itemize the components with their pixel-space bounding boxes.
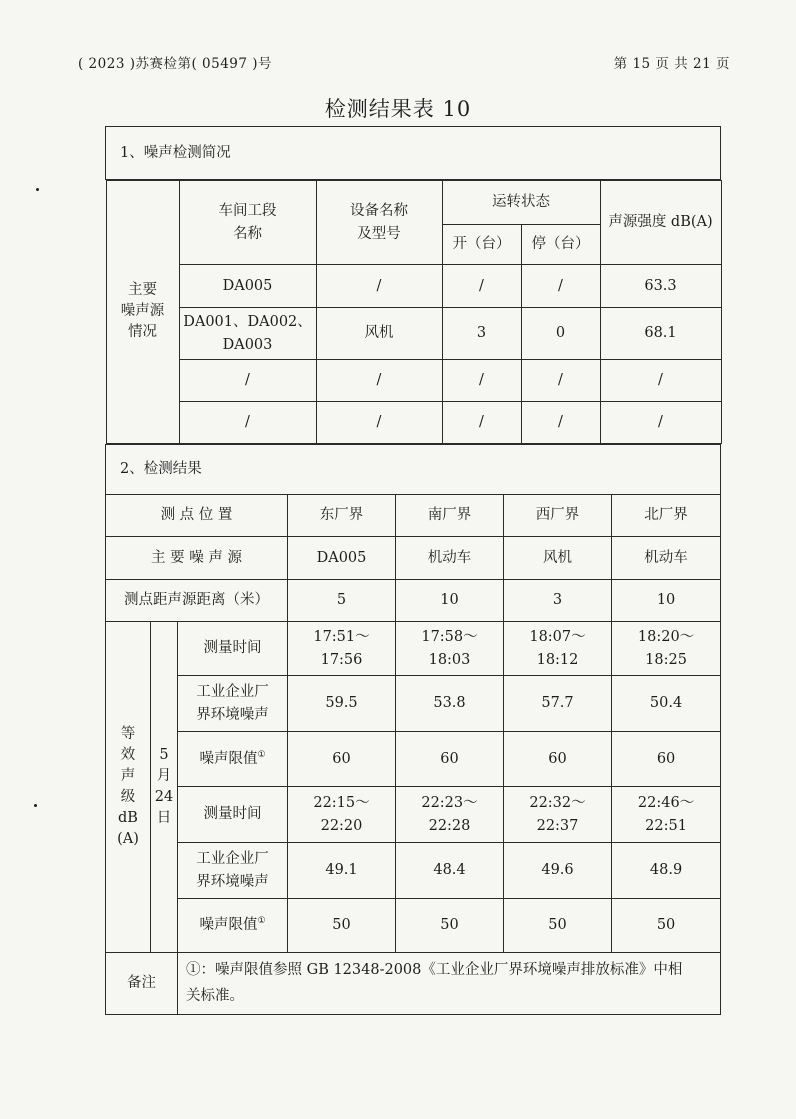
workshop-cell: /: [179, 402, 316, 444]
footnote-mark: ①: [257, 749, 266, 760]
source-cell: 机动车: [612, 537, 721, 580]
off-cell: /: [521, 265, 600, 308]
footnote-mark: ①: [257, 916, 266, 927]
location-cell: 北厂界: [612, 495, 721, 537]
remarks-row: [106, 953, 721, 1015]
table-row: [106, 402, 721, 444]
scan-speck: [36, 188, 39, 191]
equipment-cell: 风机: [316, 308, 442, 360]
source-cell: 风机: [504, 537, 612, 580]
noise-result-table: [105, 126, 721, 1015]
location-label: 测 点 位 置: [106, 495, 288, 537]
limit-cell: 50: [504, 899, 612, 953]
noise-cell: 57.7: [504, 676, 612, 732]
remarks-label: 备注: [106, 953, 178, 1015]
distance-cell: 5: [288, 580, 396, 622]
intensity-cell: 63.3: [600, 265, 721, 308]
location-cell: 东厂界: [288, 495, 396, 537]
workshop-cell: DA005: [179, 265, 316, 308]
section1-heading: 1、噪声检测简况: [106, 127, 721, 180]
limit-label: 噪声限值①: [178, 732, 288, 787]
page-number: 第 15 页 共 21 页: [613, 56, 730, 72]
main-source-label: 主要 噪声源 情况: [106, 181, 179, 444]
table-title: 检测结果表 10: [324, 97, 472, 121]
distance-cell: 3: [504, 580, 612, 622]
distance-row: [106, 580, 721, 622]
workshop-cell: /: [179, 360, 316, 402]
source-cell: DA005: [288, 537, 396, 580]
noise-cell: 48.4: [396, 843, 504, 899]
equipment-header: 设备名称 及型号: [316, 181, 442, 265]
time-cell: 18:07～ 18:12: [504, 622, 612, 676]
document-number: ( 2023 )苏赛检第( 05497 )号: [78, 56, 273, 72]
noise-label: 工业企业厂 界环境噪声: [178, 843, 288, 899]
limit-cell: 60: [612, 732, 721, 787]
time-cell: 22:32～ 22:37: [504, 787, 612, 843]
limit-label: 噪声限值①: [178, 899, 288, 953]
location-cell: 西厂界: [504, 495, 612, 537]
limit-cell: 50: [396, 899, 504, 953]
table-row: [106, 843, 721, 899]
status-header: 运转状态: [442, 181, 600, 225]
time-cell: 17:51～ 17:56: [288, 622, 396, 676]
noise-cell: 59.5: [288, 676, 396, 732]
measure-time-label: 测量时间: [178, 622, 288, 676]
section2-heading: 2、检测结果: [106, 445, 721, 495]
location-row: [106, 495, 721, 537]
equipment-cell: /: [316, 265, 442, 308]
distance-cell: 10: [612, 580, 721, 622]
source-cell: 机动车: [396, 537, 504, 580]
source-label: 主 要 噪 声 源: [106, 537, 288, 580]
limit-cell: 50: [612, 899, 721, 953]
limit-cell: 50: [288, 899, 396, 953]
equipment-cell: /: [316, 402, 442, 444]
equivalent-level-label: 等 效 声 级 dB (A): [106, 622, 151, 953]
limit-cell: 60: [288, 732, 396, 787]
time-cell: 17:58～ 18:03: [396, 622, 504, 676]
on-header: 开（台）: [442, 225, 521, 265]
table-row: [106, 899, 721, 953]
intensity-cell: /: [600, 402, 721, 444]
noise-cell: 49.1: [288, 843, 396, 899]
on-cell: /: [442, 360, 521, 402]
equipment-cell: /: [316, 360, 442, 402]
source-subtable: [106, 180, 722, 444]
noise-label: 工业企业厂 界环境噪声: [178, 676, 288, 732]
table-row: [106, 732, 721, 787]
time-cell: 22:15～ 22:20: [288, 787, 396, 843]
location-cell: 南厂界: [396, 495, 504, 537]
workshop-cell: DA001、DA002、 DA003: [179, 308, 316, 360]
noise-cell: 48.9: [612, 843, 721, 899]
intensity-cell: 68.1: [600, 308, 721, 360]
time-cell: 22:23～ 22:28: [396, 787, 504, 843]
intensity-header: 声源强度 dB(A): [600, 181, 721, 265]
on-cell: /: [442, 265, 521, 308]
noise-cell: 50.4: [612, 676, 721, 732]
table-row: [106, 787, 721, 843]
table-row: [106, 622, 721, 676]
table-row: [106, 308, 721, 360]
source-row: [106, 537, 721, 580]
distance-label: 测点距声源距离（米）: [106, 580, 288, 622]
table-row: [106, 676, 721, 732]
measure-time-label: 测量时间: [178, 787, 288, 843]
distance-cell: 10: [396, 580, 504, 622]
time-cell: 22:46～ 22:51: [612, 787, 721, 843]
off-cell: /: [521, 360, 600, 402]
remarks-text: ①：噪声限值参照 GB 12348-2008《工业企业厂界环境噪声排放标准》中相 关标准。: [178, 953, 721, 1015]
noise-cell: 49.6: [504, 843, 612, 899]
noise-cell: 53.8: [396, 676, 504, 732]
table-row: [106, 265, 721, 308]
scan-speck: [34, 804, 37, 807]
limit-cell: 60: [504, 732, 612, 787]
table-row: [106, 360, 721, 402]
limit-cell: 60: [396, 732, 504, 787]
time-cell: 18:20～ 18:25: [612, 622, 721, 676]
date-label: 5 月 24 日: [151, 622, 178, 953]
off-header: 停（台）: [521, 225, 600, 265]
intensity-cell: /: [600, 360, 721, 402]
on-cell: /: [442, 402, 521, 444]
workshop-header: 车间工段 名称: [179, 181, 316, 265]
off-cell: /: [521, 402, 600, 444]
on-cell: 3: [442, 308, 521, 360]
off-cell: 0: [521, 308, 600, 360]
